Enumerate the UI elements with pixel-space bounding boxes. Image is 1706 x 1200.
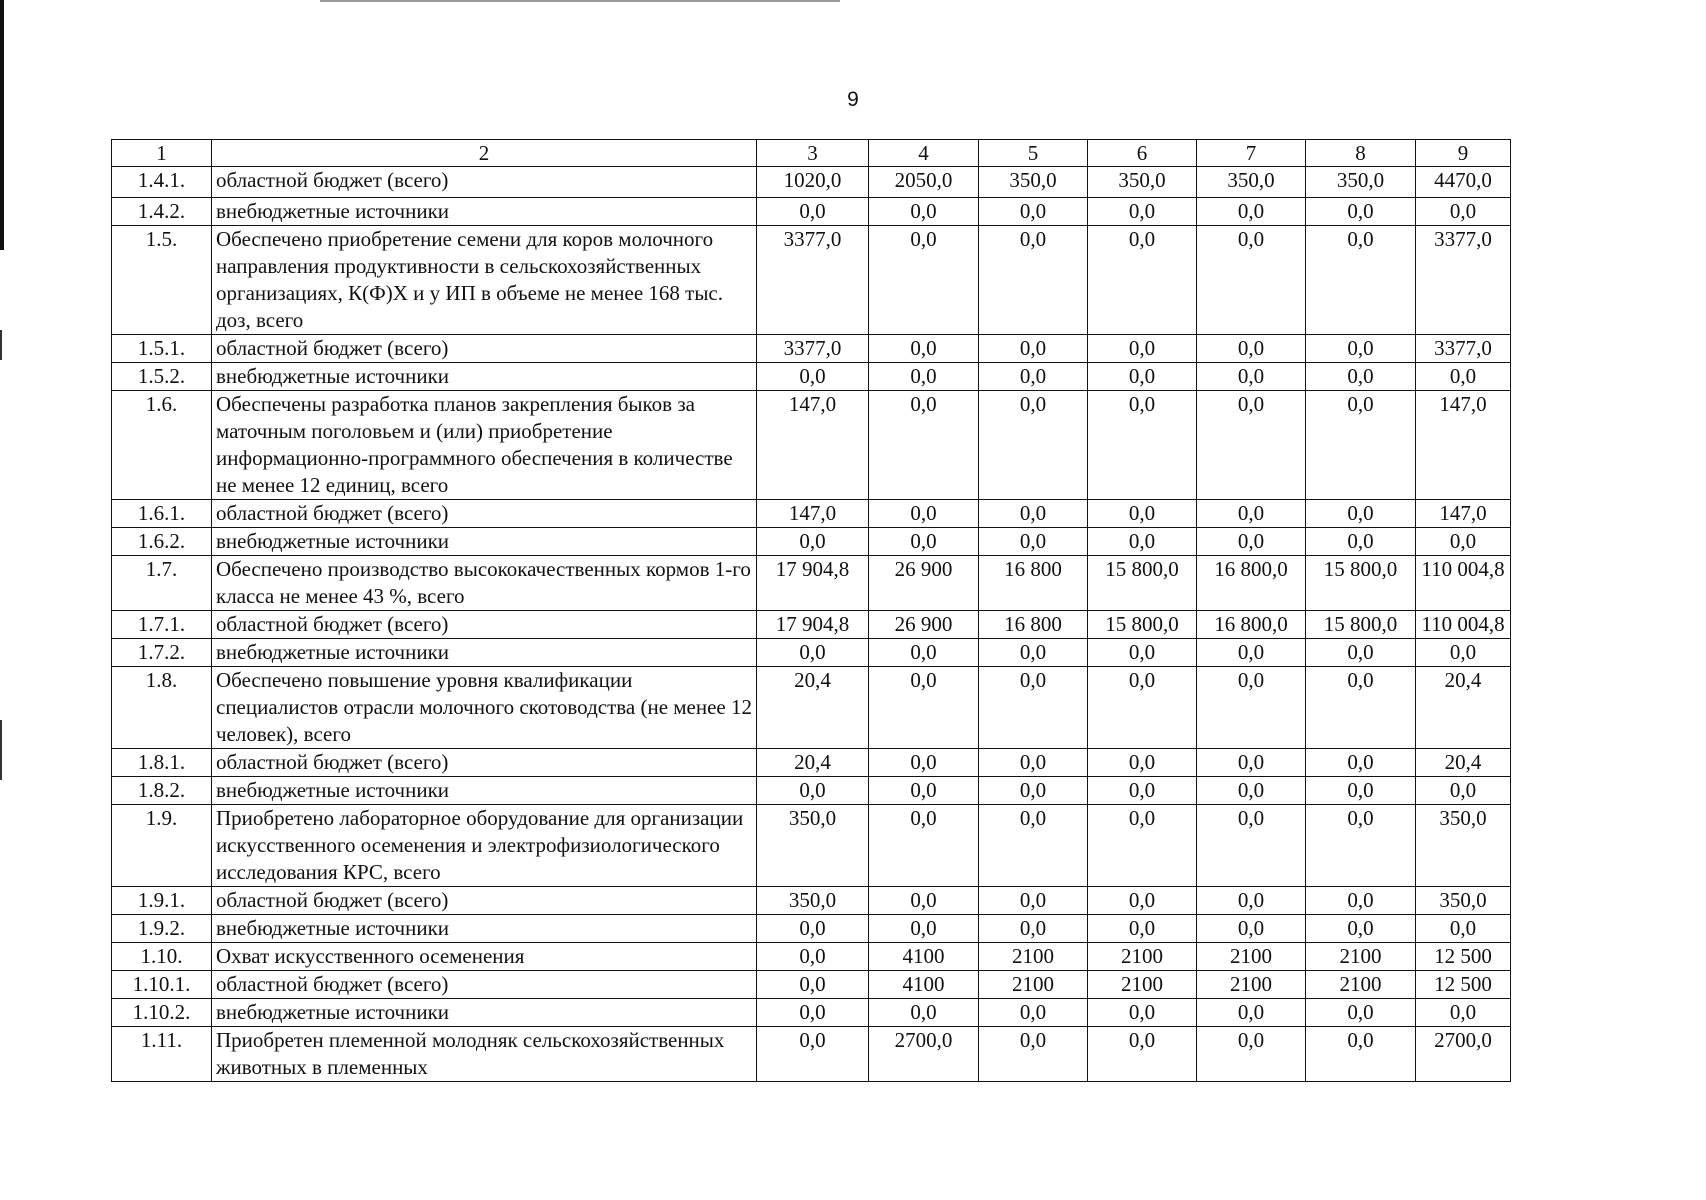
value-cell: 350,0: [979, 167, 1088, 198]
value-cell: 0,0: [869, 198, 979, 226]
row-number: 1.9.1.: [112, 887, 212, 915]
value-cell: 15 800,0: [1306, 556, 1416, 611]
value-cell: 2100: [979, 943, 1088, 971]
row-number: 1.8.1.: [112, 749, 212, 777]
value-cell: 0,0: [1306, 667, 1416, 749]
value-cell: 147,0: [1416, 500, 1511, 528]
value-cell: 0,0: [757, 528, 869, 556]
value-cell: 350,0: [1197, 167, 1306, 198]
column-header: 5: [979, 140, 1088, 167]
row-description: Обеспечены разработка планов закрепления быков за маточным поголовьем и (или) приобретение информационно-программного обеспечения в количестве не менее 12 единиц, всего: [212, 391, 757, 500]
table-row: [112, 915, 1511, 943]
value-cell: 350,0: [1416, 887, 1511, 915]
value-cell: 2700,0: [869, 1027, 979, 1082]
value-cell: 3377,0: [757, 226, 869, 335]
row-description: Обеспечено приобретение семени для коров молочного направления продуктивности в сельскохозяйственных организациях, К(Ф)Х и у ИП в объеме не менее 168 тыс. доз, всего: [212, 226, 757, 335]
row-number: 1.10.1.: [112, 971, 212, 999]
row-number: 1.4.1.: [112, 167, 212, 198]
value-cell: 0,0: [1088, 198, 1197, 226]
value-cell: 110 004,8: [1416, 556, 1511, 611]
value-cell: 15 800,0: [1088, 611, 1197, 639]
value-cell: 4470,0: [1416, 167, 1511, 198]
value-cell: 0,0: [1088, 805, 1197, 887]
column-header: 4: [869, 140, 979, 167]
value-cell: 0,0: [1197, 528, 1306, 556]
table-body: [112, 167, 1511, 1082]
value-cell: 0,0: [757, 363, 869, 391]
table-row: [112, 167, 1511, 198]
value-cell: 1020,0: [757, 167, 869, 198]
value-cell: 0,0: [1088, 915, 1197, 943]
value-cell: 0,0: [1306, 915, 1416, 943]
value-cell: 0,0: [1088, 335, 1197, 363]
value-cell: 16 800: [979, 556, 1088, 611]
value-cell: 0,0: [757, 639, 869, 667]
column-header: 9: [1416, 140, 1511, 167]
column-header: 7: [1197, 140, 1306, 167]
value-cell: 0,0: [979, 667, 1088, 749]
value-cell: 0,0: [1088, 226, 1197, 335]
value-cell: 15 800,0: [1306, 611, 1416, 639]
value-cell: 0,0: [1088, 749, 1197, 777]
row-description: Обеспечено повышение уровня квалификации специалистов отрасли молочного скотоводства (не менее 12 человек), всего: [212, 667, 757, 749]
value-cell: 0,0: [1197, 749, 1306, 777]
row-description: областной бюджет (всего): [212, 887, 757, 915]
value-cell: 4100: [869, 971, 979, 999]
value-cell: 2100: [1197, 971, 1306, 999]
value-cell: 2050,0: [869, 167, 979, 198]
value-cell: 2700,0: [1416, 1027, 1511, 1082]
value-cell: 12 500: [1416, 971, 1511, 999]
value-cell: 0,0: [1197, 391, 1306, 500]
value-cell: 0,0: [1306, 1027, 1416, 1082]
row-description: внебюджетные источники: [212, 999, 757, 1027]
column-header: 2: [212, 140, 757, 167]
value-cell: 0,0: [1306, 805, 1416, 887]
value-cell: 0,0: [869, 528, 979, 556]
value-cell: 0,0: [1416, 198, 1511, 226]
row-number: 1.7.1.: [112, 611, 212, 639]
value-cell: 110 004,8: [1416, 611, 1511, 639]
row-number: 1.5.1.: [112, 335, 212, 363]
value-cell: 0,0: [1197, 335, 1306, 363]
value-cell: 0,0: [869, 363, 979, 391]
value-cell: 2100: [1088, 971, 1197, 999]
table-row: [112, 667, 1511, 749]
value-cell: 0,0: [1416, 639, 1511, 667]
row-description: областной бюджет (всего): [212, 335, 757, 363]
value-cell: 0,0: [979, 391, 1088, 500]
value-cell: 3377,0: [1416, 335, 1511, 363]
row-number: 1.6.2.: [112, 528, 212, 556]
value-cell: 0,0: [1197, 915, 1306, 943]
table-row: [112, 1027, 1511, 1082]
table-row: [112, 556, 1511, 611]
value-cell: 2100: [979, 971, 1088, 999]
row-number: 1.8.: [112, 667, 212, 749]
value-cell: 147,0: [757, 500, 869, 528]
value-cell: 0,0: [979, 226, 1088, 335]
value-cell: 0,0: [979, 198, 1088, 226]
value-cell: 0,0: [1306, 226, 1416, 335]
value-cell: 0,0: [757, 1027, 869, 1082]
column-header: 1: [112, 140, 212, 167]
value-cell: 0,0: [757, 915, 869, 943]
table-row: [112, 887, 1511, 915]
value-cell: 2100: [1197, 943, 1306, 971]
value-cell: 0,0: [757, 943, 869, 971]
value-cell: 4100: [869, 943, 979, 971]
value-cell: 0,0: [1197, 500, 1306, 528]
value-cell: 2100: [1306, 971, 1416, 999]
value-cell: 0,0: [869, 391, 979, 500]
value-cell: 0,0: [1416, 528, 1511, 556]
value-cell: 17 904,8: [757, 611, 869, 639]
value-cell: 0,0: [1197, 667, 1306, 749]
value-cell: 0,0: [869, 887, 979, 915]
row-description: областной бюджет (всего): [212, 167, 757, 198]
value-cell: 0,0: [1197, 887, 1306, 915]
value-cell: 0,0: [869, 999, 979, 1027]
row-description: областной бюджет (всего): [212, 611, 757, 639]
value-cell: 16 800,0: [1197, 556, 1306, 611]
value-cell: 0,0: [869, 915, 979, 943]
value-cell: 0,0: [1088, 639, 1197, 667]
value-cell: 0,0: [869, 500, 979, 528]
table-row: [112, 500, 1511, 528]
row-number: 1.6.1.: [112, 500, 212, 528]
value-cell: 0,0: [979, 749, 1088, 777]
value-cell: 0,0: [979, 500, 1088, 528]
value-cell: 0,0: [979, 528, 1088, 556]
value-cell: 0,0: [869, 226, 979, 335]
row-number: 1.6.: [112, 391, 212, 500]
scan-left-tick: [0, 720, 2, 780]
value-cell: 0,0: [1088, 363, 1197, 391]
table-row: [112, 971, 1511, 999]
row-description: Приобретено лабораторное оборудование для организации искусственного осеменения и электрофизиологического исследования КРС, всего: [212, 805, 757, 887]
value-cell: 0,0: [979, 1027, 1088, 1082]
value-cell: 0,0: [1088, 528, 1197, 556]
value-cell: 0,0: [1306, 887, 1416, 915]
value-cell: 350,0: [757, 887, 869, 915]
value-cell: 0,0: [1306, 335, 1416, 363]
row-description: внебюджетные источники: [212, 198, 757, 226]
table-header-row: [112, 140, 1511, 167]
table-row: [112, 363, 1511, 391]
table-row: [112, 805, 1511, 887]
value-cell: 0,0: [1306, 363, 1416, 391]
row-description: внебюджетные источники: [212, 915, 757, 943]
table-row: [112, 226, 1511, 335]
row-description: областной бюджет (всего): [212, 971, 757, 999]
value-cell: 0,0: [1197, 1027, 1306, 1082]
value-cell: 350,0: [1088, 167, 1197, 198]
value-cell: 0,0: [1416, 999, 1511, 1027]
scan-left-tick: [0, 330, 2, 360]
scan-left-edge: [0, 0, 4, 250]
row-description: Обеспечено производство высококачественных кормов 1-го класса не менее 43 %, всего: [212, 556, 757, 611]
value-cell: 2100: [1088, 943, 1197, 971]
value-cell: 16 800: [979, 611, 1088, 639]
row-number: 1.5.: [112, 226, 212, 335]
value-cell: 0,0: [869, 805, 979, 887]
row-number: 1.9.: [112, 805, 212, 887]
value-cell: 16 800,0: [1197, 611, 1306, 639]
value-cell: 0,0: [869, 335, 979, 363]
value-cell: 0,0: [1197, 226, 1306, 335]
value-cell: 0,0: [979, 915, 1088, 943]
value-cell: 15 800,0: [1088, 556, 1197, 611]
value-cell: 147,0: [757, 391, 869, 500]
row-number: 1.7.: [112, 556, 212, 611]
value-cell: 20,4: [757, 667, 869, 749]
value-cell: 3377,0: [1416, 226, 1511, 335]
budget-table: [111, 139, 1511, 1082]
row-description: Охват искусственного осеменения: [212, 943, 757, 971]
value-cell: 0,0: [979, 639, 1088, 667]
value-cell: 0,0: [979, 335, 1088, 363]
value-cell: 20,4: [1416, 667, 1511, 749]
row-description: внебюджетные источники: [212, 363, 757, 391]
table-row: [112, 777, 1511, 805]
row-number: 1.4.2.: [112, 198, 212, 226]
value-cell: 0,0: [869, 777, 979, 805]
value-cell: 0,0: [1306, 639, 1416, 667]
column-header: 8: [1306, 140, 1416, 167]
row-description: внебюджетные источники: [212, 639, 757, 667]
value-cell: 0,0: [1416, 363, 1511, 391]
value-cell: 0,0: [1088, 777, 1197, 805]
value-cell: 0,0: [1306, 391, 1416, 500]
row-number: 1.9.2.: [112, 915, 212, 943]
value-cell: 0,0: [1088, 500, 1197, 528]
value-cell: 12 500: [1416, 943, 1511, 971]
value-cell: 3377,0: [757, 335, 869, 363]
value-cell: 0,0: [757, 198, 869, 226]
column-header: 3: [757, 140, 869, 167]
table-row: [112, 528, 1511, 556]
value-cell: 147,0: [1416, 391, 1511, 500]
value-cell: 0,0: [1306, 999, 1416, 1027]
scan-top-artifact: [320, 0, 840, 2]
value-cell: 0,0: [1088, 887, 1197, 915]
table-row: [112, 611, 1511, 639]
value-cell: 20,4: [757, 749, 869, 777]
value-cell: 0,0: [1197, 639, 1306, 667]
value-cell: 350,0: [1416, 805, 1511, 887]
row-description: областной бюджет (всего): [212, 500, 757, 528]
value-cell: 0,0: [979, 777, 1088, 805]
value-cell: 0,0: [1306, 528, 1416, 556]
row-description: внебюджетные источники: [212, 528, 757, 556]
value-cell: 0,0: [1306, 749, 1416, 777]
value-cell: 0,0: [1088, 1027, 1197, 1082]
table-row: [112, 639, 1511, 667]
value-cell: 0,0: [1197, 999, 1306, 1027]
row-number: 1.11.: [112, 1027, 212, 1082]
value-cell: 20,4: [1416, 749, 1511, 777]
table-row: [112, 335, 1511, 363]
value-cell: 0,0: [869, 667, 979, 749]
value-cell: 0,0: [1088, 667, 1197, 749]
value-cell: 0,0: [1088, 999, 1197, 1027]
row-description: внебюджетные источники: [212, 777, 757, 805]
value-cell: 0,0: [869, 639, 979, 667]
row-number: 1.10.: [112, 943, 212, 971]
row-number: 1.10.2.: [112, 999, 212, 1027]
value-cell: 0,0: [757, 777, 869, 805]
value-cell: 0,0: [1416, 915, 1511, 943]
value-cell: 0,0: [1197, 805, 1306, 887]
value-cell: 0,0: [1306, 198, 1416, 226]
value-cell: 0,0: [1088, 391, 1197, 500]
column-header: 6: [1088, 140, 1197, 167]
value-cell: 0,0: [1197, 198, 1306, 226]
value-cell: 0,0: [979, 363, 1088, 391]
row-description: Приобретен племенной молодняк сельскохозяйственных животных в племенных: [212, 1027, 757, 1082]
value-cell: 2100: [1306, 943, 1416, 971]
page-number: 9: [847, 88, 859, 111]
row-number: 1.7.2.: [112, 639, 212, 667]
table-row: [112, 943, 1511, 971]
value-cell: 350,0: [757, 805, 869, 887]
value-cell: 17 904,8: [757, 556, 869, 611]
table-row: [112, 391, 1511, 500]
value-cell: 0,0: [1306, 777, 1416, 805]
value-cell: 26 900: [869, 611, 979, 639]
value-cell: 0,0: [1197, 777, 1306, 805]
value-cell: 350,0: [1306, 167, 1416, 198]
row-description: областной бюджет (всего): [212, 749, 757, 777]
value-cell: 0,0: [1197, 363, 1306, 391]
value-cell: 26 900: [869, 556, 979, 611]
table-row: [112, 749, 1511, 777]
table-row: [112, 999, 1511, 1027]
value-cell: 0,0: [757, 971, 869, 999]
value-cell: 0,0: [1416, 777, 1511, 805]
value-cell: 0,0: [869, 749, 979, 777]
value-cell: 0,0: [1306, 500, 1416, 528]
row-number: 1.8.2.: [112, 777, 212, 805]
value-cell: 0,0: [979, 805, 1088, 887]
value-cell: 0,0: [979, 999, 1088, 1027]
row-number: 1.5.2.: [112, 363, 212, 391]
value-cell: 0,0: [757, 999, 869, 1027]
value-cell: 0,0: [979, 887, 1088, 915]
table-row: [112, 198, 1511, 226]
